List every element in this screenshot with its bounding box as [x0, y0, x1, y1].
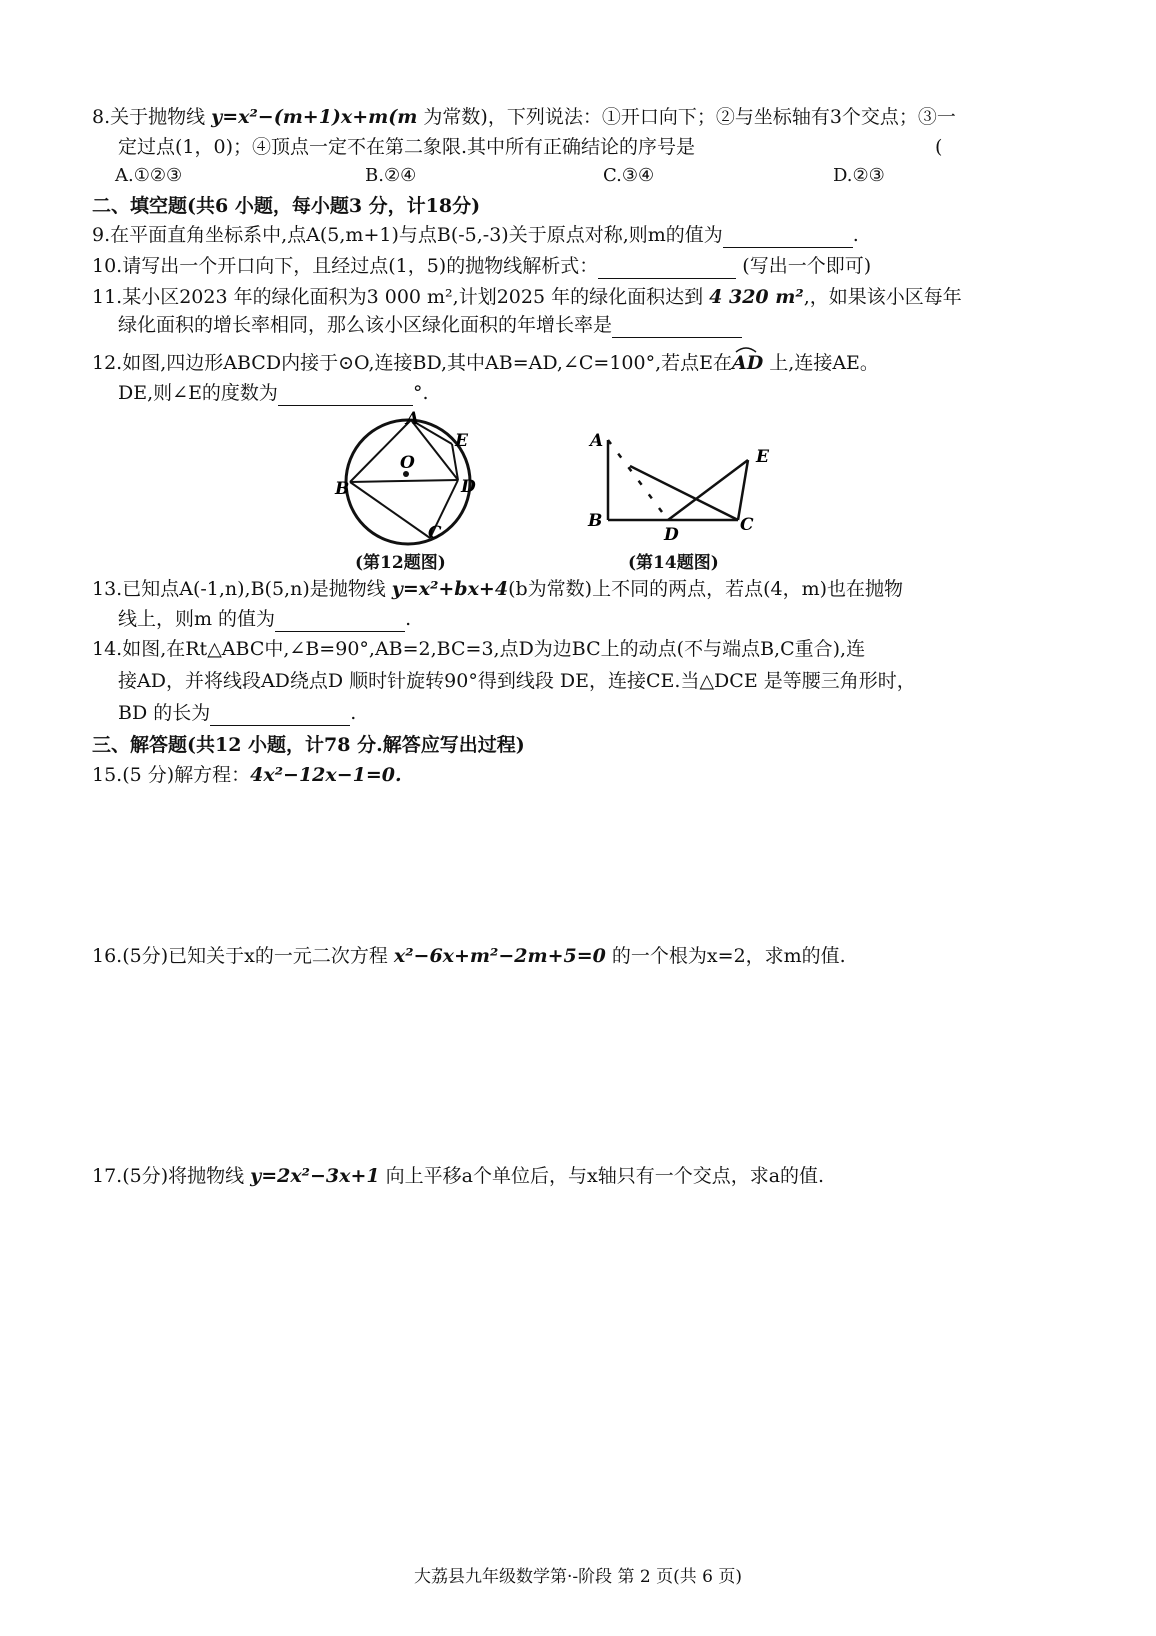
- q13-formula: y=x²+bx+4: [391, 578, 509, 600]
- q8-option-c: C.③④: [603, 165, 655, 186]
- q14-text-3: BD 的长为: [118, 702, 211, 724]
- q16-text-post: 的一个根为x=2，求m的值.: [605, 945, 846, 967]
- section-heading-answer: 三、解答题(共12 小题，计78 分.解答应写出过程): [92, 734, 525, 756]
- arc-mark-icon: [734, 345, 758, 353]
- label-o: O: [400, 453, 415, 473]
- q9-answer-blank: [723, 227, 853, 248]
- q8-answer-paren: (: [935, 136, 943, 158]
- q9-end: .: [852, 224, 859, 246]
- q13-answer-blank: [275, 611, 405, 632]
- section-heading-fill-in: 二、填空题(共6 小题，每小题3 分，计18分): [92, 195, 481, 217]
- label-a: A: [406, 409, 420, 429]
- q13-text-post: (b为常数)上不同的两点，若点(4，m)也在抛物: [508, 578, 903, 600]
- q14-lines: [608, 440, 748, 520]
- label-d: D: [664, 525, 679, 545]
- q12-line1: [92, 350, 879, 376]
- q11-line1: [92, 284, 962, 310]
- q14-end: .: [350, 702, 357, 724]
- q16-formula: x²−6x+m²−2m+5=0: [393, 945, 606, 967]
- q15-formula: 4x²−12x−1=0.: [250, 764, 402, 786]
- q8-option-d: D.②③: [833, 165, 885, 186]
- q16-text: 16.(5分)已知关于x的一元二次方程: [92, 945, 394, 967]
- figure-q14: [580, 424, 780, 548]
- q10: [92, 253, 871, 279]
- q13-line1: [92, 576, 903, 602]
- q13-end: .: [405, 608, 412, 630]
- q14-line2: 接AD，并将线段AD绕点D 顺时针旋转90°得到线段 DE，连接CE.当△DCE 是等腰三角形时，: [118, 670, 916, 692]
- q10-text: 10.请写出一个开口向下，且经过点(1，5)的抛物线解析式：: [92, 255, 599, 277]
- figure-q12-caption: (第12题图): [355, 553, 446, 573]
- q8-text: 8.关于抛物线: [92, 106, 212, 128]
- q8-text-post: 为常数)，下列说法：①开口向下；②与坐标轴有3个交点；③一: [417, 106, 956, 128]
- q12-text-2: DE,则∠E的度数为: [118, 382, 278, 404]
- q17-text: 17.(5分)将抛物线: [92, 1165, 251, 1187]
- q10-end: (写出一个即可): [742, 255, 872, 277]
- q8-line1: [92, 104, 956, 130]
- label-c: C: [428, 523, 442, 543]
- q8-option-a: A.①②③: [115, 165, 183, 186]
- q11-text: 11.某小区2023 年的绿化面积为3 000 m²,计划2025 年的绿化面积达到: [92, 286, 710, 308]
- q11-answer-blank: [612, 317, 742, 338]
- page-footer: 大荔县九年级数学第·-阶段 第 2 页(共 6 页): [413, 1567, 743, 1587]
- q15: [92, 762, 402, 788]
- q12-arc-ad: [732, 350, 763, 376]
- label-b: B: [588, 511, 603, 531]
- figure-q12: [328, 402, 488, 550]
- q17-text-post: 向上平移a个单位后，与x轴只有一个交点，求a的值.: [379, 1165, 825, 1187]
- q11-text-2: 绿化面积的增长率相同，那么该小区绿化面积的年增长率是: [118, 314, 613, 336]
- q17-formula: y=2x²−3x+1: [250, 1165, 380, 1187]
- q8-option-b: B.②④: [365, 165, 417, 186]
- q14-answer-blank: [210, 705, 350, 726]
- q13-line2: [118, 606, 411, 632]
- q11-line2: [118, 312, 742, 338]
- q10-answer-blank: [598, 258, 736, 279]
- label-e: E: [756, 447, 769, 467]
- q13-text-2: 线上，则m 的值为: [118, 608, 276, 630]
- q17: [92, 1163, 824, 1189]
- label-b: B: [335, 479, 350, 499]
- q14-line1: 14.如图,在Rt△ABC中,∠B=90°,AB=2,BC=3,点D为边BC上的动点(不与端点B,C重合),连: [92, 638, 866, 660]
- q8-line2: 定过点(1，0)；④顶点一定不在第二象限.其中所有正确结论的序号是: [118, 136, 696, 158]
- q9-text: 9.在平面直角坐标系中,点A(5,m+1)与点B(-5,-3)关于原点对称,则m的值为: [92, 224, 723, 246]
- label-a: A: [590, 431, 604, 451]
- q16: [92, 943, 846, 969]
- label-d: D: [461, 477, 476, 497]
- label-c: C: [740, 515, 754, 535]
- figure-q14-caption: (第14题图): [628, 553, 719, 573]
- q12-text-post: 上,连接AE。: [763, 352, 879, 374]
- q14-line3: [118, 700, 356, 726]
- q8-formula: y=x²−(m+1)x+m(m: [211, 106, 418, 128]
- q12-arc-label: AD: [732, 352, 764, 374]
- q9: [92, 222, 859, 248]
- label-e: E: [455, 431, 468, 451]
- q12-text: 12.如图,四边形ABCD内接于⊙O,连接BD,其中AB=AD,∠C=100°,若点E在: [92, 352, 733, 374]
- q11-target-area: 4 320 m²: [709, 286, 804, 308]
- q15-text: 15.(5 分)解方程：: [92, 764, 251, 786]
- q13-text: 13.已知点A(-1,n),B(5,n)是抛物线: [92, 578, 392, 600]
- q12-end: °.: [412, 382, 429, 404]
- q11-text-post: ,，如果该小区每年: [803, 286, 962, 308]
